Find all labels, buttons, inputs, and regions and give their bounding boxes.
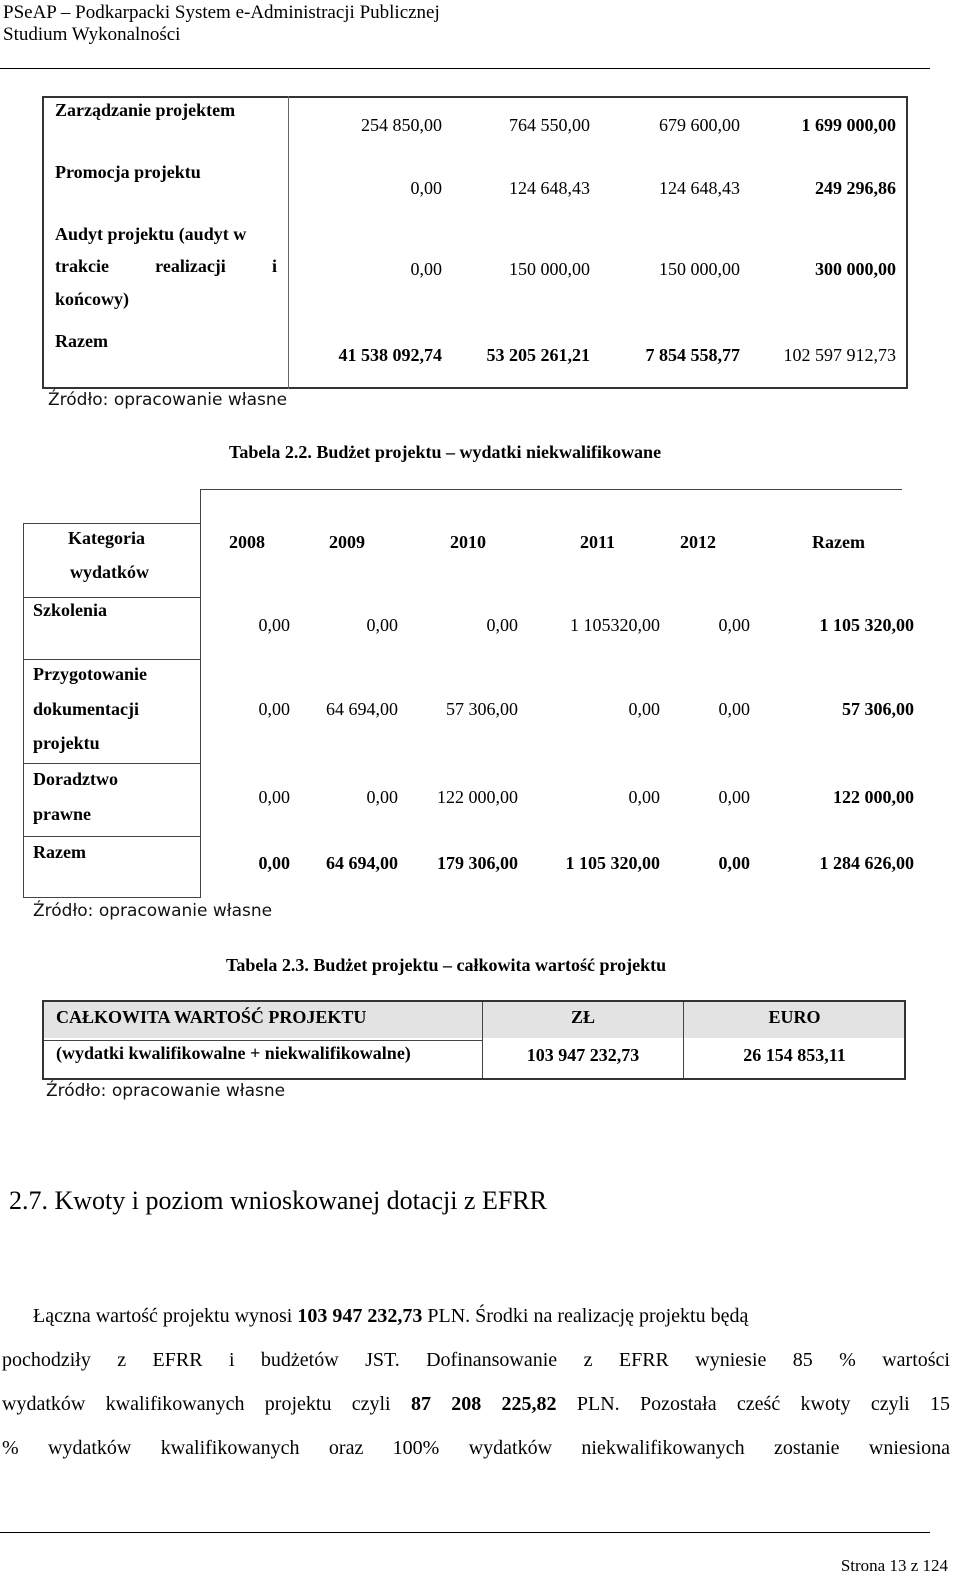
table1-column-divider — [288, 96, 289, 389]
table2-row-divider — [23, 523, 201, 524]
table1-total: 300 000,00 — [815, 259, 896, 279]
table2-header-year: 2012 — [680, 532, 716, 552]
table2-column-divider — [200, 523, 201, 898]
table1-cell: 0,00 — [410, 178, 442, 198]
table2-bottom-border — [23, 897, 201, 898]
table2-corner-line — [200, 489, 201, 523]
table2-cell: 0,00 — [486, 615, 518, 635]
section-heading: 2.7. Kwoty i poziom wnioskowanej dotacji z EFRR — [9, 1186, 548, 1215]
table3-header-label: CAŁKOWITA WARTOŚĆ PROJEKTU — [56, 1007, 367, 1027]
table1-label-audyt-3: końcowy) — [55, 289, 130, 309]
table1-label-razem: Razem — [55, 331, 108, 351]
table2-header-year: 2011 — [580, 532, 616, 552]
table2-cell: 0,00 — [718, 699, 750, 719]
table2-header-year: 2010 — [450, 532, 486, 552]
table2-label-przygotowanie: dokumentacji — [33, 699, 140, 719]
table2-top-border — [200, 489, 902, 490]
table3-value-pln: 103 947 232,73 — [526, 1045, 640, 1065]
table1-label-audyt-1: Audyt projektu (audyt w — [55, 224, 247, 244]
header-rule — [0, 68, 930, 69]
table2-cell: 179 306,00 — [437, 853, 518, 873]
table2-source: Źródło: opracowanie własne — [33, 901, 273, 921]
paragraph-line: wydatków kwalifikowanych projektu czyli 87 208 225,82 PLN. Pozostała cześć kwoty czyli 15 — [2, 1393, 951, 1415]
table2-cell: 57 306,00 — [446, 699, 518, 719]
table2-cell: 122 000,00 — [437, 787, 518, 807]
table3-caption: Tabela 2.3. Budżet projektu – całkowita wartość projektu — [226, 955, 667, 975]
table2-cell: 64 694,00 — [326, 699, 398, 719]
table1-label-promocja: Promocja projektu — [55, 162, 201, 182]
table1-cell: 7 854 558,77 — [645, 345, 740, 365]
table2-total: 1 105 320,00 — [819, 615, 914, 635]
table2-label-doradztwo: prawne — [33, 804, 91, 824]
table2-cell: 0,00 — [258, 615, 290, 635]
table1-label-zarzadzanie: Zarządzanie projektem — [55, 100, 236, 120]
table1-source: Źródło: opracowanie własne — [48, 390, 288, 410]
table2-label-razem: Razem — [33, 842, 86, 862]
table1-label-audyt-2: trakcie realizacji i — [55, 256, 277, 276]
table1-cell: 41 538 092,74 — [338, 345, 442, 365]
table2-header-year: 2009 — [329, 532, 365, 552]
table2-row-divider — [23, 659, 201, 660]
table2-cell: 1 105320,00 — [570, 615, 660, 635]
table1-cell: 0,00 — [410, 259, 442, 279]
table2-header-total: Razem — [812, 532, 865, 552]
table2-cell: 1 105 320,00 — [565, 853, 660, 873]
table2-label-szkolenia: Szkolenia — [33, 600, 108, 620]
table2-cell: 0,00 — [718, 787, 750, 807]
table2-label-doradztwo: Doradztwo — [33, 769, 118, 789]
table3-column-eur: EURO — [768, 1007, 821, 1027]
table2-caption: Tabela 2.2. Budżet projektu – wydatki niekwalifikowane — [229, 442, 662, 462]
table3-column-pln: ZŁ — [570, 1007, 595, 1027]
table1-cell: 124 648,43 — [659, 178, 740, 198]
table3-source: Źródło: opracowanie własne — [46, 1081, 286, 1101]
table1-cell: 150 000,00 — [659, 259, 740, 279]
table2-cell: 0,00 — [258, 853, 290, 873]
table3-column-divider — [482, 1002, 483, 1078]
header-title: PSeAP – Podkarpacki System e-Administracji Publicznej — [3, 2, 440, 23]
table2-cell: 0,00 — [258, 699, 290, 719]
table2-left-border — [23, 523, 24, 898]
table2-total: 122 000,00 — [833, 787, 914, 807]
table2-header-category: Kategoria — [68, 528, 145, 548]
table3-value-eur: 26 154 853,11 — [743, 1045, 846, 1065]
footer-rule — [0, 1532, 930, 1533]
table2-cell: 0,00 — [628, 699, 660, 719]
header-subtitle: Studium Wykonalności — [3, 24, 181, 45]
table1-cell: 53 205 261,21 — [486, 345, 590, 365]
page-number: Strona 13 z 124 — [840, 1556, 948, 1575]
paragraph-line: pochodziły z EFRR i budżetów JST. Dofinansowanie z EFRR wyniesie 85 % wartości — [2, 1349, 950, 1371]
table3-row-divider — [44, 1040, 482, 1041]
table2-header-category: wydatków — [70, 562, 150, 582]
table2-cell: 0,00 — [628, 787, 660, 807]
table2-cell: 0,00 — [718, 853, 750, 873]
table2-row-divider — [23, 836, 201, 837]
table2-header-year: 2008 — [229, 532, 265, 552]
table3-sub-label: (wydatki kwalifikowalne + niekwalifikowalne) — [56, 1043, 411, 1063]
paragraph-line: % wydatków kwalifikowanych oraz 100% wydatków niekwalifikowanych zostanie wniesiona — [2, 1437, 950, 1459]
table1-total: 249 296,86 — [815, 178, 896, 198]
table2-row-divider — [23, 763, 201, 764]
table2-cell: 0,00 — [366, 615, 398, 635]
table2-cell: 0,00 — [258, 787, 290, 807]
table1-cell: 679 600,00 — [659, 115, 740, 135]
table1-cell: 764 550,00 — [509, 115, 590, 135]
table2-row-divider — [23, 597, 201, 598]
table1-total: 102 597 912,73 — [783, 345, 896, 365]
table2-label-przygotowanie: projektu — [33, 733, 100, 753]
table1-cell: 124 648,43 — [509, 178, 590, 198]
table2-label-przygotowanie: Przygotowanie — [33, 664, 147, 684]
table1-total: 1 699 000,00 — [801, 115, 896, 135]
table2-total: 1 284 626,00 — [819, 853, 914, 873]
table2-cell: 0,00 — [718, 615, 750, 635]
table3-column-divider — [683, 1002, 684, 1078]
table1-cell: 150 000,00 — [509, 259, 590, 279]
table2-cell: 0,00 — [366, 787, 398, 807]
table1-cell: 254 850,00 — [361, 115, 442, 135]
paragraph-line: Łączna wartość projektu wynosi 103 947 232,73 PLN. Środki na realizację projektu będą — [33, 1305, 749, 1327]
table2-total: 57 306,00 — [842, 699, 914, 719]
table2-cell: 64 694,00 — [326, 853, 398, 873]
